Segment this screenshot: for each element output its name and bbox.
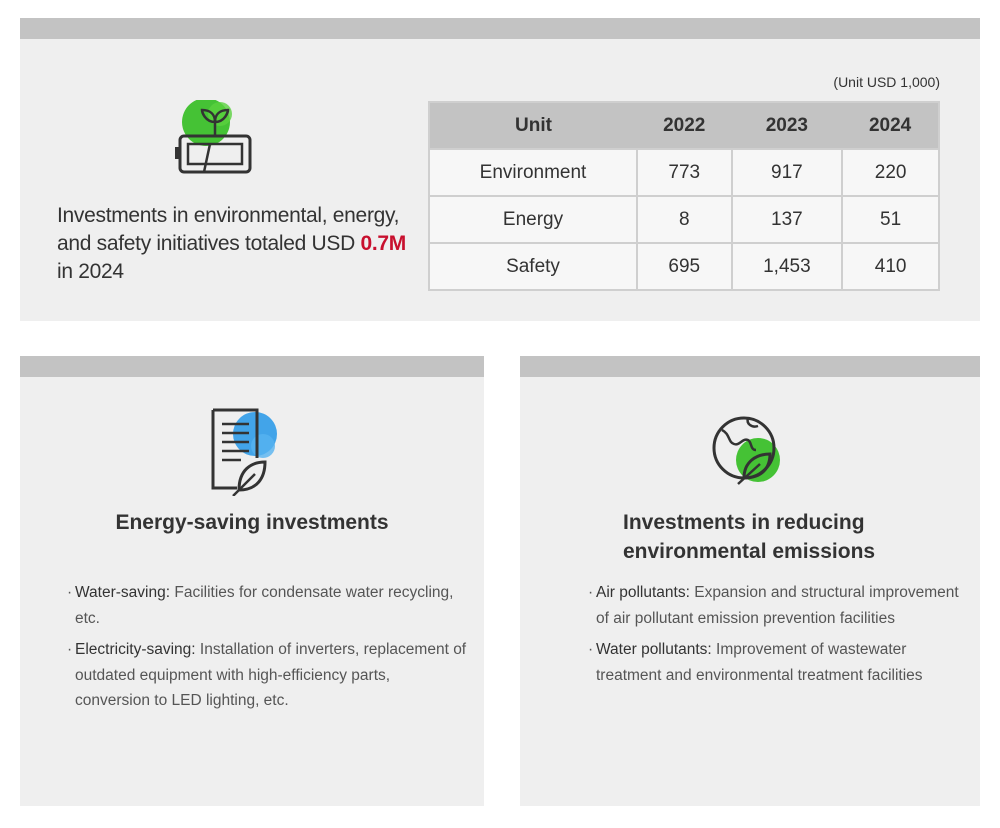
table-header-row: [429, 102, 939, 149]
emissions-title: Investments in reducing environmental emissions: [623, 511, 876, 563]
table-cell: 410: [842, 243, 939, 290]
list-item: · Water-saving: Facilities for condensate water recycling, etc.: [67, 584, 454, 627]
table-cell: 51: [842, 196, 939, 243]
table-cell: 917: [732, 149, 843, 196]
energy-saving-panel: [20, 356, 484, 806]
table-row: [429, 149, 939, 196]
list-item: · Water pollutants: Improvement of wastewater treatment and environmental treatment facilities: [588, 641, 923, 684]
energy-saving-title: Energy-saving investments: [115, 511, 389, 534]
panel-header-bar: [20, 18, 980, 39]
list-item: · Electricity-saving: Installation of inverters, replacement of outdated equipment with high-efficiency parts, conversion to LED lighting, etc.: [67, 641, 467, 709]
globe-leaf-icon: [708, 412, 788, 502]
table-cell: 137: [732, 196, 843, 243]
panel-header-bar: [520, 356, 980, 377]
column-header: 2024: [842, 102, 939, 149]
document-leaf-icon: [205, 406, 285, 496]
investment-table: [428, 101, 940, 291]
column-header: 2022: [637, 102, 732, 149]
investment-summary-text: Investments in environmental, energy, and safety initiatives totaled USD 0.7M in 2024: [57, 204, 406, 283]
list-item: · Air pollutants: Expansion and structural improvement of air pollutant emission prevention facilities: [588, 584, 959, 627]
column-header: Unit: [429, 102, 637, 149]
table-cell: Safety: [429, 243, 637, 290]
column-header: 2023: [732, 102, 843, 149]
panel-header-bar: [20, 356, 484, 377]
table-cell: 773: [637, 149, 732, 196]
table-cell: 8: [637, 196, 732, 243]
table-cell: Energy: [429, 196, 637, 243]
table-row: [429, 243, 939, 290]
table-cell: Environment: [429, 149, 637, 196]
eco-battery-icon: [170, 100, 260, 180]
table-row: [429, 196, 939, 243]
energy-saving-list: [67, 580, 467, 720]
total-investment-highlight: 0.7M: [360, 232, 406, 255]
table-cell: 220: [842, 149, 939, 196]
investment-summary-panel: [20, 18, 980, 321]
emissions-list: [588, 580, 968, 694]
unit-note: (Unit USD 1,000): [833, 74, 940, 90]
emissions-panel: [520, 356, 980, 806]
table-cell: 1,453: [732, 243, 843, 290]
table-cell: 695: [637, 243, 732, 290]
